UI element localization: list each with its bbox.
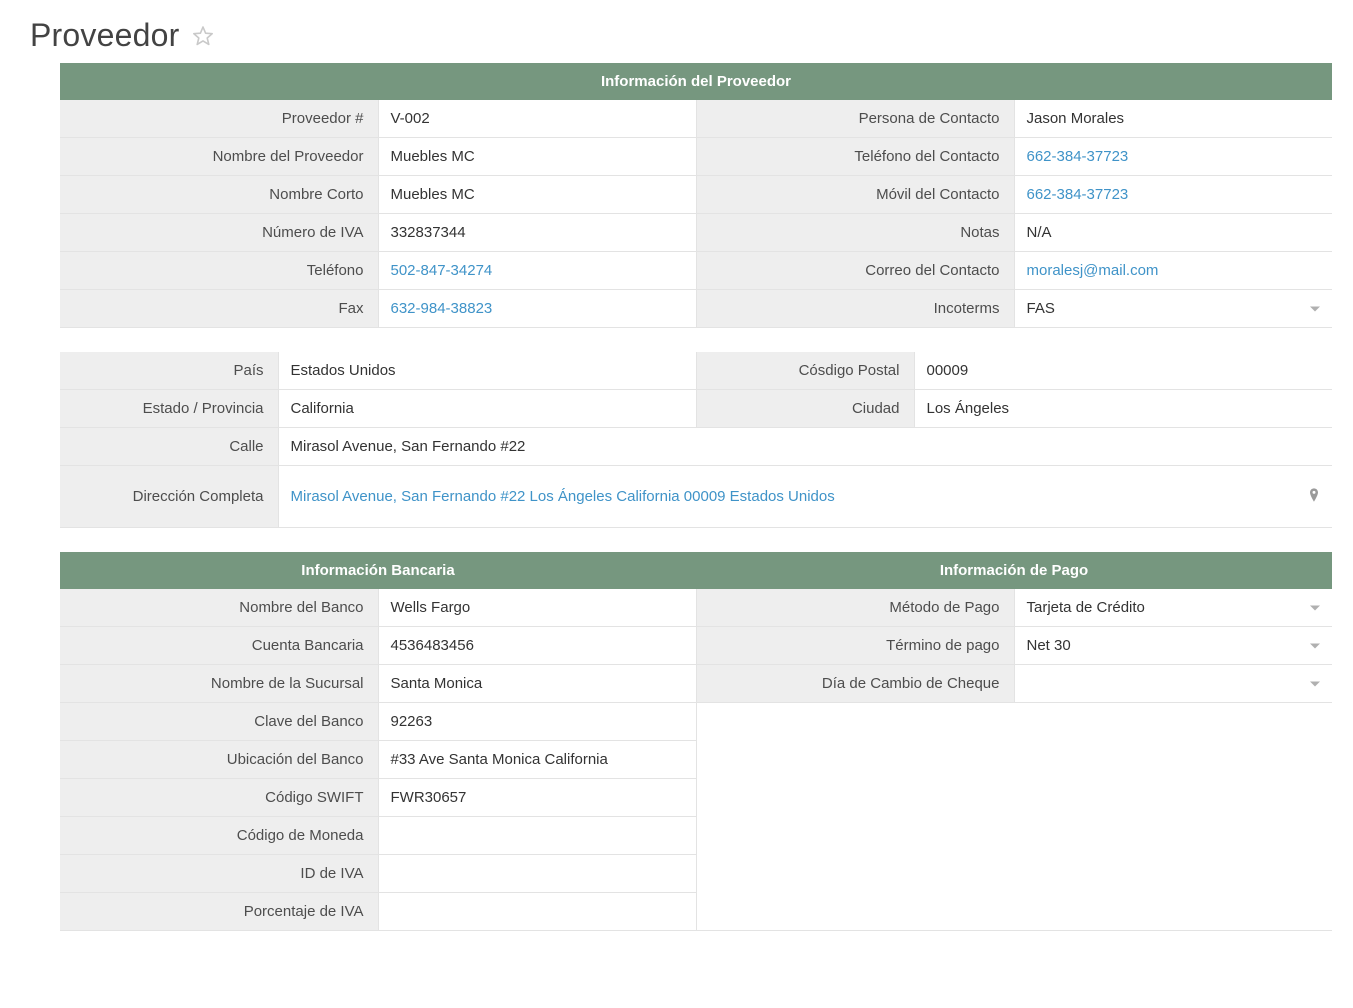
bank-information-block <box>60 552 1333 931</box>
value-nombre-banco[interactable]: Wells Fargo <box>378 589 696 627</box>
table-row <box>60 176 1332 214</box>
label-nombre-corto: Nombre Corto <box>60 176 378 214</box>
chevron-down-icon[interactable] <box>1310 643 1320 648</box>
table-row <box>60 290 1332 328</box>
telefono-contacto-link[interactable]: 662-384-37723 <box>1026 148 1129 166</box>
label-codigo-postal: Cósdigo Postal <box>696 352 914 390</box>
label-id-iva: ID de IVA <box>60 855 378 893</box>
value-dia-cambio-cheque[interactable] <box>1014 665 1332 703</box>
value-persona-contacto[interactable]: Jason Morales <box>1014 100 1332 138</box>
label-direccion-completa: Dirección Completa <box>60 466 278 528</box>
label-proveedor-numero: Proveedor # <box>60 100 378 138</box>
label-ubicacion-banco: Ubicación del Banco <box>60 741 378 779</box>
label-incoterms: Incoterms <box>696 290 1014 328</box>
payment-section-header: Información de Pago <box>696 552 1332 589</box>
value-codigo-postal[interactable]: 00009 <box>914 352 1332 390</box>
empty-cell <box>1014 703 1332 741</box>
table-row <box>60 466 1332 528</box>
label-dia-cambio-cheque: Día de Cambio de Cheque <box>696 665 1014 703</box>
label-pais: País <box>60 352 278 390</box>
chevron-down-icon[interactable] <box>1310 681 1320 686</box>
table-row <box>60 589 1332 627</box>
value-ciudad[interactable]: Los Ángeles <box>914 390 1332 428</box>
table-row <box>60 627 1332 665</box>
value-notas[interactable]: N/A <box>1014 214 1332 252</box>
empty-cell <box>1014 741 1332 779</box>
star-icon[interactable] <box>191 24 215 48</box>
label-telefono-contacto: Teléfono del Contacto <box>696 138 1014 176</box>
label-movil-contacto: Móvil del Contacto <box>696 176 1014 214</box>
metodo-pago-text: Tarjeta de Crédito <box>1026 599 1145 617</box>
table-row <box>60 252 1332 290</box>
table-row <box>60 817 1332 855</box>
label-calle: Calle <box>60 428 278 466</box>
label-notas: Notas <box>696 214 1014 252</box>
label-codigo-swift: Código SWIFT <box>60 779 378 817</box>
label-nombre-proveedor: Nombre del Proveedor <box>60 138 378 176</box>
table-row <box>60 428 1332 466</box>
empty-cell <box>696 817 1014 855</box>
table-row <box>60 352 1332 390</box>
chevron-down-icon[interactable] <box>1310 605 1320 610</box>
table-row <box>60 138 1332 176</box>
address-table <box>60 352 1332 528</box>
table-row <box>60 665 1332 703</box>
empty-cell <box>696 779 1014 817</box>
value-numero-iva[interactable]: 332837344 <box>378 214 696 252</box>
value-pais[interactable]: Estados Unidos <box>278 352 696 390</box>
label-termino-pago: Término de pago <box>696 627 1014 665</box>
value-estado-provincia[interactable]: California <box>278 390 696 428</box>
label-ciudad: Ciudad <box>696 390 914 428</box>
value-id-iva[interactable] <box>378 855 696 893</box>
value-direccion-completa[interactable] <box>278 466 1332 528</box>
supplier-information-block <box>60 63 1333 328</box>
label-estado-provincia: Estado / Provincia <box>60 390 278 428</box>
correo-contacto-link[interactable]: moralesj@mail.com <box>1026 262 1159 280</box>
empty-cell <box>696 855 1014 893</box>
label-cuenta-bancaria: Cuenta Bancaria <box>60 627 378 665</box>
supplier-information-table <box>60 63 1332 328</box>
value-codigo-moneda[interactable] <box>378 817 696 855</box>
label-porcentaje-iva: Porcentaje de IVA <box>60 893 378 931</box>
page-header <box>0 0 1353 63</box>
value-metodo-pago[interactable] <box>1014 589 1332 627</box>
map-pin-icon[interactable] <box>1306 487 1322 507</box>
table-row <box>60 703 1332 741</box>
bank-section-header: Información Bancaria <box>60 552 696 589</box>
value-clave-banco[interactable]: 92263 <box>378 703 696 741</box>
table-row <box>60 214 1332 252</box>
value-cuenta-bancaria[interactable]: 4536483456 <box>378 627 696 665</box>
value-ubicacion-banco[interactable]: #33 Ave Santa Monica California <box>378 741 696 779</box>
value-termino-pago[interactable] <box>1014 627 1332 665</box>
movil-contacto-link[interactable]: 662-384-37723 <box>1026 186 1129 204</box>
label-nombre-banco: Nombre del Banco <box>60 589 378 627</box>
table-row <box>60 390 1332 428</box>
table-row <box>60 100 1332 138</box>
address-block <box>60 352 1333 528</box>
label-clave-banco: Clave del Banco <box>60 703 378 741</box>
value-nombre-corto[interactable]: Muebles MC <box>378 176 696 214</box>
empty-cell <box>1014 855 1332 893</box>
label-numero-iva: Número de IVA <box>60 214 378 252</box>
value-telefono-contacto[interactable] <box>1014 138 1332 176</box>
supplier-section-header-row <box>60 63 1332 100</box>
value-porcentaje-iva[interactable] <box>378 893 696 931</box>
value-incoterms[interactable] <box>1014 290 1332 328</box>
telefono-link[interactable]: 502-847-34274 <box>390 262 493 280</box>
table-row <box>60 855 1332 893</box>
table-row <box>60 893 1332 931</box>
value-fax[interactable] <box>378 290 696 328</box>
label-correo-contacto: Correo del Contacto <box>696 252 1014 290</box>
supplier-section-header: Información del Proveedor <box>60 63 1332 100</box>
value-nombre-proveedor[interactable]: Muebles MC <box>378 138 696 176</box>
empty-cell <box>696 741 1014 779</box>
empty-cell <box>696 703 1014 741</box>
bank-information-table <box>60 552 1332 931</box>
empty-cell <box>1014 779 1332 817</box>
label-metodo-pago: Método de Pago <box>696 589 1014 627</box>
value-codigo-swift[interactable]: FWR30657 <box>378 779 696 817</box>
value-correo-contacto[interactable] <box>1014 252 1332 290</box>
empty-cell <box>1014 817 1332 855</box>
termino-pago-text: Net 30 <box>1026 637 1071 655</box>
direccion-completa-link[interactable]: Mirasol Avenue, San Fernando #22 Los Ángeles California 00009 Estados Unidos <box>290 488 835 506</box>
label-telefono: Teléfono <box>60 252 378 290</box>
label-fax: Fax <box>60 290 378 328</box>
empty-cell <box>1014 893 1332 931</box>
value-proveedor-numero[interactable]: V-002 <box>378 100 696 138</box>
label-persona-contacto: Persona de Contacto <box>696 100 1014 138</box>
table-row <box>60 741 1332 779</box>
fax-link[interactable]: 632-984-38823 <box>390 300 493 318</box>
bank-section-header-row <box>60 552 1332 589</box>
value-calle[interactable]: Mirasol Avenue, San Fernando #22 <box>278 428 1332 466</box>
label-codigo-moneda: Código de Moneda <box>60 817 378 855</box>
chevron-down-icon[interactable] <box>1310 306 1320 311</box>
incoterms-value-text: FAS <box>1026 300 1055 318</box>
value-movil-contacto[interactable] <box>1014 176 1332 214</box>
value-telefono[interactable] <box>378 252 696 290</box>
page-title: Proveedor <box>30 17 180 53</box>
value-nombre-sucursal[interactable]: Santa Monica <box>378 665 696 703</box>
empty-cell <box>696 893 1014 931</box>
label-nombre-sucursal: Nombre de la Sucursal <box>60 665 378 703</box>
table-row <box>60 779 1332 817</box>
